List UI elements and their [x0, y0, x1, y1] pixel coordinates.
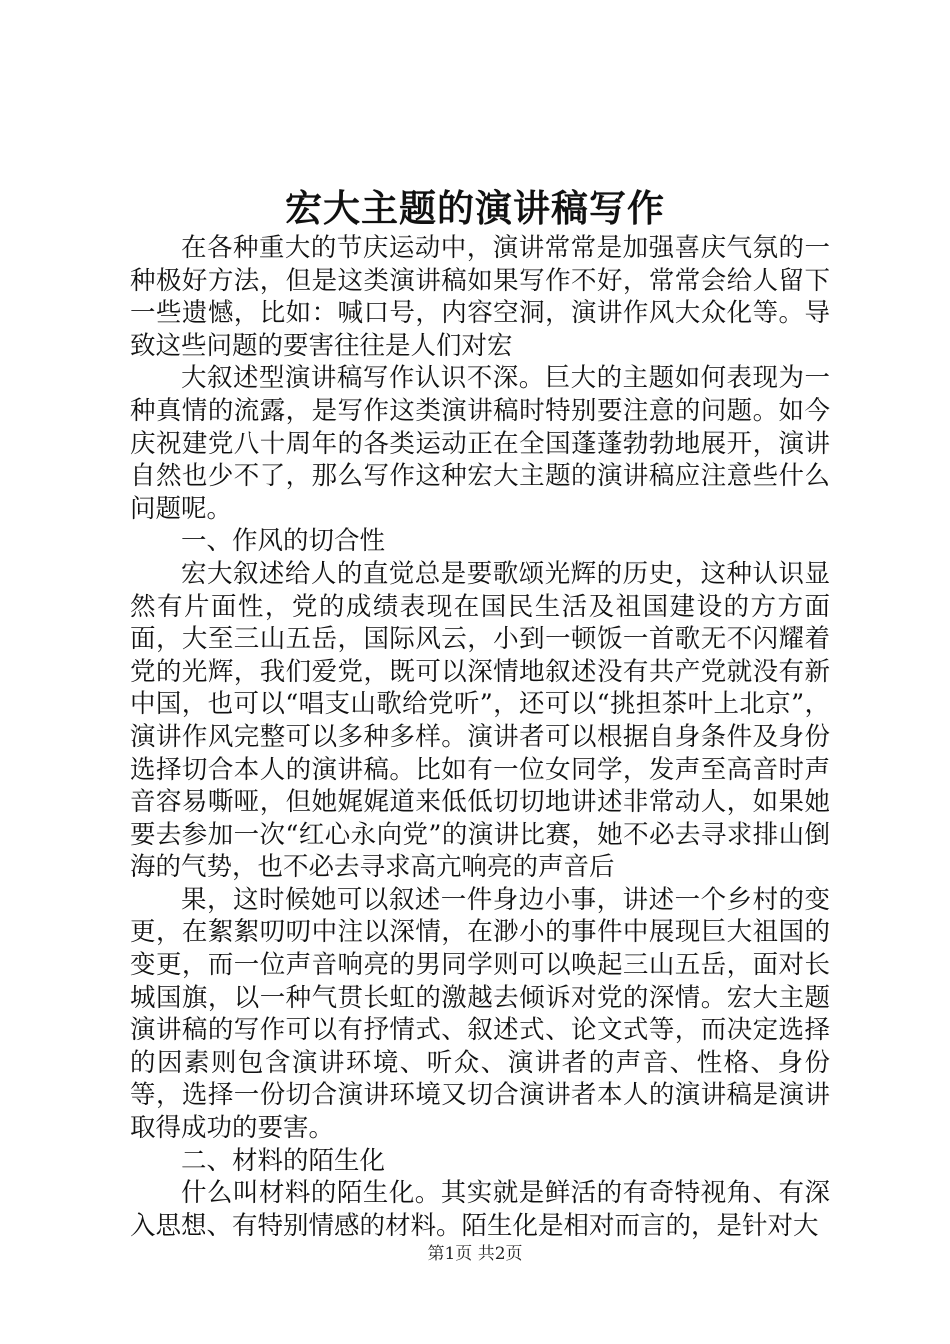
document-body [130, 232, 830, 1242]
section-heading-material: 二、材料的陌生化 [181, 1145, 386, 1176]
paragraph-intro: 在各种重大的节庆运动中，演讲常常是加强喜庆气氛的一种极好方法，但是这类演讲稿如果写作不好，常常会给人留下一些遗憾，比如：喊口号，内容空洞，演讲作风大众化等。导致这些问题的要害往往是人们对宏 [130, 233, 830, 361]
section-heading-style: 一、作风的切合性 [181, 526, 386, 557]
paragraph-intro-continued: 大叙述型演讲稿写作认识不深。巨大的主题如何表现为一种真情的流露，是写作这类演讲稿时特别要注意的问题。如今庆祝建党八十周年的各类运动正在全国蓬蓬勃勃地展开，演讲自然也少不了，那么写作这种宏大主题的演讲稿应注意些什么问题呢。 [130, 363, 830, 524]
paragraph-material: 什么叫材料的陌生化。其实就是鲜活的有奇特视角、有深入思想、有特别情感的材料。陌生化是相对而言的，是针对大 [130, 1178, 830, 1241]
paragraph-style-continued: 果，这时候她可以叙述一件身边小事，讲述一个乡村的变更，在絮絮叨叨中注以深情，在渺小的事件中展现巨大祖国的变更，而一位声音响亮的男同学则可以唤起三山五岳，面对长城国旗，以一种气贯长虹的激越去倾诉对党的深情。宏大主题演讲稿的写作可以有抒情式、叙述式、论文式等，而决定选择的因素则包含演讲环境、听众、演讲者的声音、性格、身份等，选择一份切合演讲环境又切合演讲者本人的演讲稿是演讲取得成功的要害。 [130, 884, 830, 1144]
paragraph-style: 宏大叙述给人的直觉总是要歌颂光辉的历史，这种认识显然有片面性，党的成绩表现在国民生活及祖国建设的方方面面，大至三山五岳，国际风云，小到一顿饭一首歌无不闪耀着党的光辉，我们爱党，既可以深情地叙述没有共产党就没有新中国，也可以“唱支山歌给党听”，还可以“挑担茶叶上北京”，演讲作风完整可以多种多样。演讲者可以根据自身条件及身份选择切合本人的演讲稿。比如有一位女同学，发声至高音时声音容易嘶哑，但她娓娓道来低低切切地讲述非常动人，如果她要去参加一次“红心永向党”的演讲比赛，她不必去寻求排山倒海的气势，也不必去寻求高亢响亮的声音后 [130, 558, 830, 883]
document-title: 宏大主题的演讲稿写作 [285, 186, 665, 230]
page-footer: 第1页 共2页 [427, 1244, 523, 1264]
